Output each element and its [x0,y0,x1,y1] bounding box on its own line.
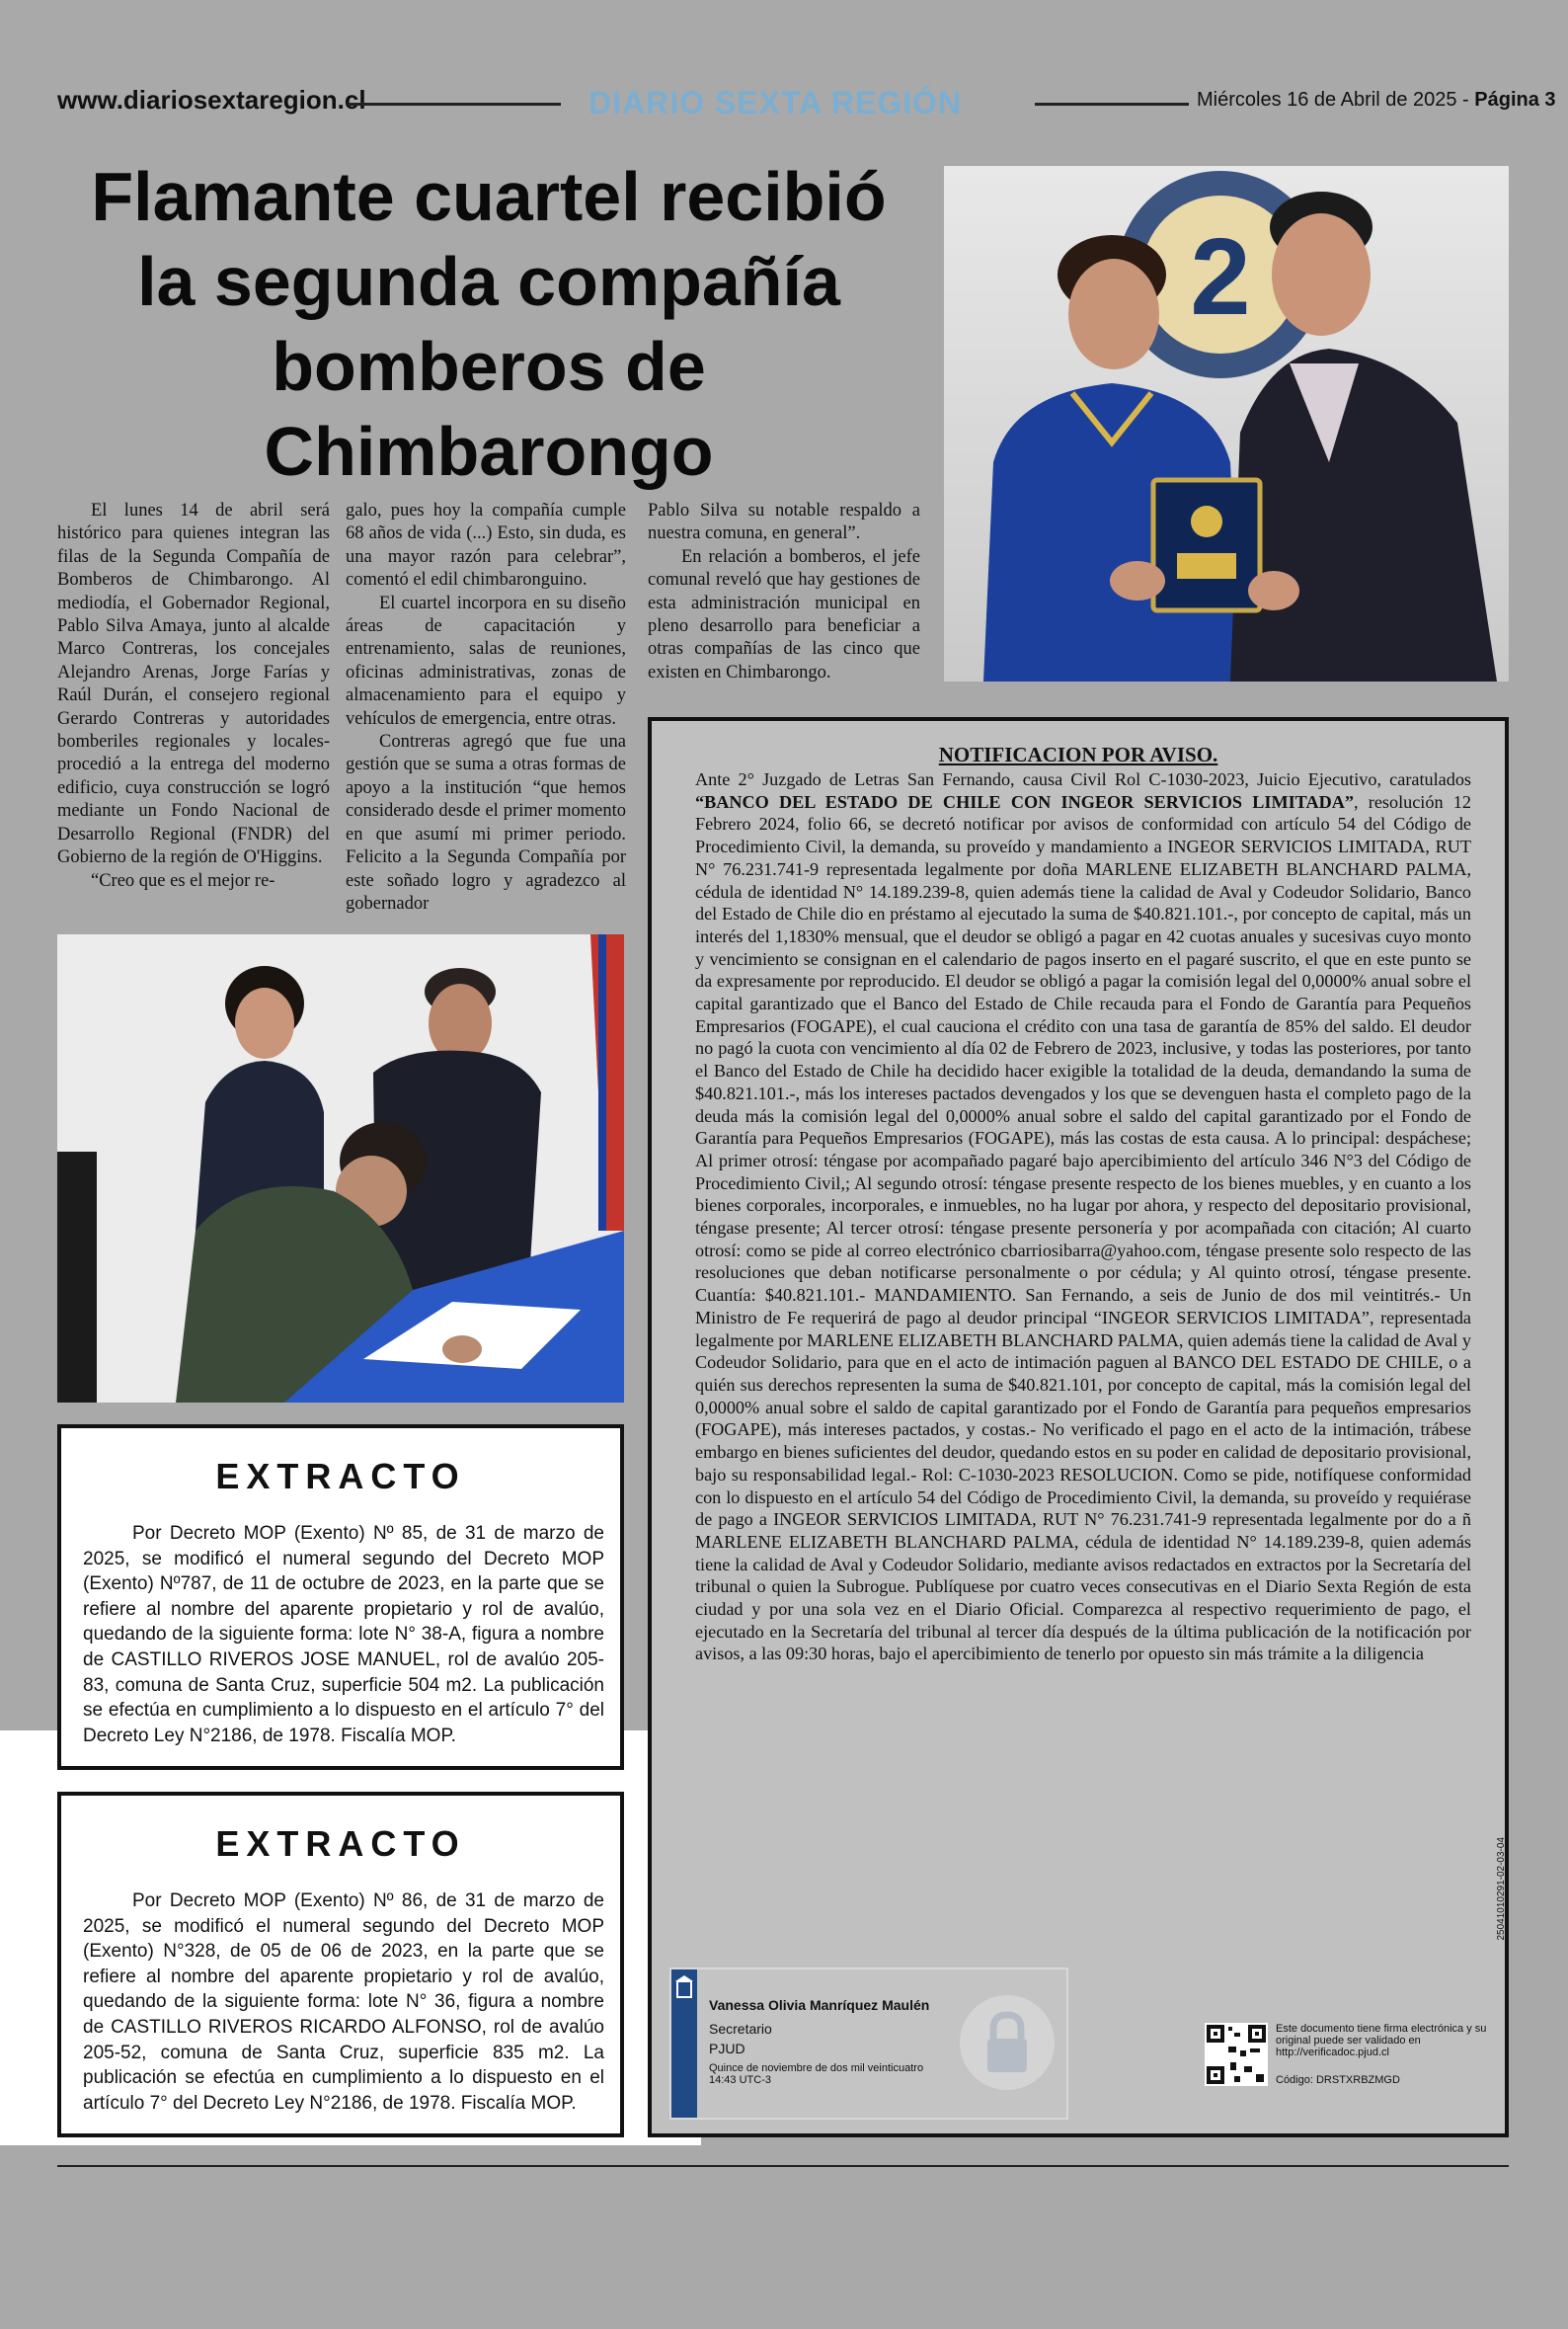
article-column-2 [346,500,626,916]
legal-notice [648,717,1509,2137]
header-rule-left [348,103,561,106]
extracto-body: Por Decreto MOP (Exento) Nº 85, de 31 de marzo de 2025, se modificó el numeral segundo del Decreto MOP (Exento) Nº787, de 11 de octubre de 2023, en la parte que se refiere al nombre del aparente propietario y rol de avalúo, quedando de la siguiente forma: lote N° 38-A, figura a nombre de CASTILLO RIVEROS JOSE MANUEL, rol de avalúo 205-83, comuna de Santa Cruz, superficie 504 m2. La publicación se efectúa en cumplimiento a lo dispuesto en el artículo 7° del Decreto Ley N°2186, de 1978. Fiscalía MOP. [83,1523,604,1746]
legal-notice-text: , resolución 12 Febrero 2024, folio 66, se decretó notificar por avisos de conformidad con artículo 54 del Código de Procedimiento Civil, la demanda, su proveído y mandamiento a INGEOR SERVICIOS LIMITADA, RUT N° 76.231.741-9 representada legalmente por doña MARLENE ELIZABETH BLANCHARD PALMA, cédula de identidad N° 14.189.239-8, quien además tiene la calidad de Aval y Codeudor Solidario, Banco del Estado de Chile dio en préstamo al ejecutado la suma de $40.821.101.-, por concepto de capital, más un interés del 1,1830% mensual, que el deudor se obligó a pagar en 42 cuotas anuales y sucesivas cuyo monto y vencimiento se consignan en el calendario de pagos inserto en el pagaré suscrito, el que en este punto se da expresamente por reproducido. El deudor se obligó a pagar la comisión legal del 0,0000% anual sobre el capital garantizado que el Banco del Estado de Chile recauda para el Fondo de Garantía para Pequeños Empresarios (FOGAPE), el cual cauciona el crédito con una tasa de garantía de 85% del saldo. El deudor no pagó la cuota con vencimiento al día 02 de Febrero de 2023, inclusive, y todas las posteriores, por tanto el Banco del Estado de Chile ha decidido hacer exigible la totalidad de la deuda, demandando la suma de $40.821.101.-, más los intereses pactados devengados y los que se devenguen hasta el completo pago de la deuda más la comisión legal del 0,0000% anual sobre el saldo del capital garantizado por el Fondo de Garantía para Pequeños Empresarios (FOGAPE), más las costas de esta causa. A lo principal: despáchese; Al primer otrosí: téngase por acompañado pagaré bajo apercibimiento del artículo 346 N°3 del Código de Procedimiento Civil,; Al segundo otrosí: téngase presente respecto de los bienes muebles, y en cuanto a los bienes corporales, incorporales, e inmuebles, no ha lugar por ahora, y respecto del depositario provisional, téngase presente; Al tercer otrosí: téngase presente personería y por acompañada con citación; Al cuarto otrosí: como se pide al correo electrónico cbarriosibarra@yahoo.com, téngase presente solo respecto de las resoluciones que deban notificarse personalmente o por cédula; y Al quinto otrosí, téngase presente. Cuantía: $40.821.101.- MANDAMIENTO. San Fernando, a seis de Junio de dos mil veintitrés.- Un Ministro de Fe requerirá de pago al deudor principal “INGEOR SERVICIOS LIMITADA”, representada legalmente por MARLENE ELIZABETH BLANCHARD PALMA, quien además tiene la calidad de Aval y Codeudor Solidario, para que en el acto de intimación paguen al BANCO DEL ESTADO DE CHILE, o a quién sus derechos representen la suma de $40.821.101, por concepto de capital, más la comisión legal del 0,0000% anual sobre el saldo de capital garantizado por el Fondo de Garantía para pequeños empresarios (FOGAPE), más intereses pactados, y costas.- No verificado el pago en el acto de la intimación, trábese embargo en bienes suficientes del deudor, quedando estos en su poder en calidad de depositario provisional, bajo su responsabilidad legal.- Rol: C-1030-2023 RESOLUCION. Como se pide, notifíquese conformidad con lo dispuesto en el artículo 54 del Código de Procedimiento Civil, la demanda, su proveído y requiérase de pago a INGEOR SERVICIOS LIMITADA, RUT N° 76.231.741-9 representada legalmente por do a ñ MARLENE ELIZABETH BLANCHARD PALMA, cédula de identidad N° 14.189.239-8, quien además tiene la calidad de Aval y Codeudor Solidario, mediante avisos redactados en extractos por la Secretaría del tribunal o quien la Subrogue. Publíquese por cuatro veces consecutivas en el Diario Sexta Región de esta ciudad y por una sola vez en el Diario Oficial. Comparezca al respectivo requerimiento de pago, el ejecutado en la Secretaría del tribunal al tercer día después de la última publicación de la notificación por avisos, a las 09:30 horas, bajo el apercibimiento de tenerlo por opuesto sin más trámite a la diligencia [695,791,1471,1664]
article-paragraph: En relación a bomberos, el jefe comunal reveló que hay gestiones de esta administración municipal en pleno desarrollo para beneficiar a otras compañías de las cinco que existen en Chimbarongo. [648,546,920,683]
newspaper-title: DIARIO SEXTA REGIÓN [588,85,963,120]
article-photo-plaque [944,166,1509,682]
signer-name: Vanessa Olivia Manríquez Maulén [709,1997,930,2013]
qr-code-icon [1205,2023,1268,2086]
photo-signing-illustration [57,934,624,1403]
issue-date [1197,89,1556,112]
article-paragraph: Pablo Silva su notable respaldo a nuestra comuna, en general”. [648,501,920,544]
svg-text:2: 2 [1190,216,1251,338]
court-logo-icon [671,1969,697,2009]
article-paragraph: galo, pues hoy la compañía cumple 68 años de vida (...) Esto, sin duda, es una mayor razón para celebrar”, comentó el edil chimbaronguino. [346,501,626,591]
article-paragraph: El lunes 14 de abril será histórico para quienes integran las filas de la Segunda Compañía de Bomberos de Chimbarongo. Al mediodía, el Gobernador Regional, Pablo Silva Amaya, junto al alcalde Marco Contreras, los concejales Alejandro Arenas, Jorge Farías y Raúl Durán, el consejero regional Gerardo Contreras y autoridades bomberiles regionales y locales- procedió a la entrega del moderno edificio, cuya construcción se logró mediante un Fondo Nacional de Desarrollo Regional (FNDR) del Gobierno de la región de O'Higgins. [57,501,330,868]
article-paragraph: El cuartel incorpora en su diseño áreas de capacitación y entrenamiento, salas de reuniones, oficinas administrativas, zonas de almacenamiento para el equipo y vehículos de emergencia, entre otras. [346,593,626,729]
extracto-title: EXTRACTO [215,1456,466,1496]
side-reference-code: 25041010291-02-03-04 [1496,1837,1507,1941]
site-url: www.diariosextaregion.cl [57,85,366,115]
issue-date-text: Miércoles 16 de Abril de 2025 - [1197,89,1475,111]
page-number: Página 3 [1474,89,1556,111]
signature-date: Quince de noviembre de dos mil veinticuatro 14:43 UTC-3 [709,2062,924,2086]
legal-notice-title: NOTIFICACION POR AVISO. [938,743,1218,766]
article-paragraph: Contreras agregó que fue una gestión que se suma a otras formas de apoyo a la institución “que hemos considerado desde el primer momento en que asumí mi primer periodo. Felicito a la Segunda Compañía por este soñado logro y agradezco al gobernador [346,732,626,914]
legal-notice-intro: Ante 2° Juzgado de Letras San Fernando, causa Civil Rol C-1030-2023, Juicio Ejecutivo, caratulados [695,769,1471,789]
article-column-1 [57,500,330,893]
article-photo-signing [57,934,624,1403]
legal-notice-body [695,768,1471,1665]
header-rule-right [1035,103,1189,106]
signer-role: Secretario [709,2021,772,2037]
legal-notice-caratula: “BANCO DEL ESTADO DE CHILE CON INGEOR SERVICIOS LIMITADA” [695,791,1354,812]
signature-bar [671,1969,697,2118]
article-paragraph: “Creo que es el mejor re- [91,870,275,891]
extracto-notice-2 [57,1792,624,2137]
extracto-notice-1 [57,1424,624,1770]
article-headline: Flamante cuartel recibió la segunda compañía bomberos de Chimbarongo [91,158,887,490]
verification-code: Código: DRSTXRBZMGD [1276,2074,1400,2086]
verification-text: Este documento tiene firma electrónica y su original puede ser validado en http://verificadoc.pjud.cl [1276,2023,1487,2058]
electronic-signature [669,1968,1068,2120]
lock-icon [960,1995,1055,2090]
article-column-3 [648,500,920,684]
photo-plaque-illustration [944,166,1509,682]
extracto-body: Por Decreto MOP (Exento) Nº 86, de 31 de marzo de 2025, se modificó el numeral segundo del Decreto MOP (Exento) N°328, de 05 de 06 de 2023, en la parte que se refiere al nombre del aparente propietario y rol de avalúo, quedando de la siguiente forma: lote N° 36, figura a nombre de CASTILLO RIVEROS RICARDO ALFONSO, rol de avalúo 205-52, comuna de Santa Cruz, superficie 835 m2. La publicación se efectúa en cumplimiento a lo dispuesto en el artículo 7° del Decreto Ley N°2186, de 1978. Fiscalía MOP. [83,1890,604,2114]
signer-org: PJUD [709,2041,745,2056]
extracto-title: EXTRACTO [215,1823,466,1864]
footer-rule [57,2165,1509,2167]
